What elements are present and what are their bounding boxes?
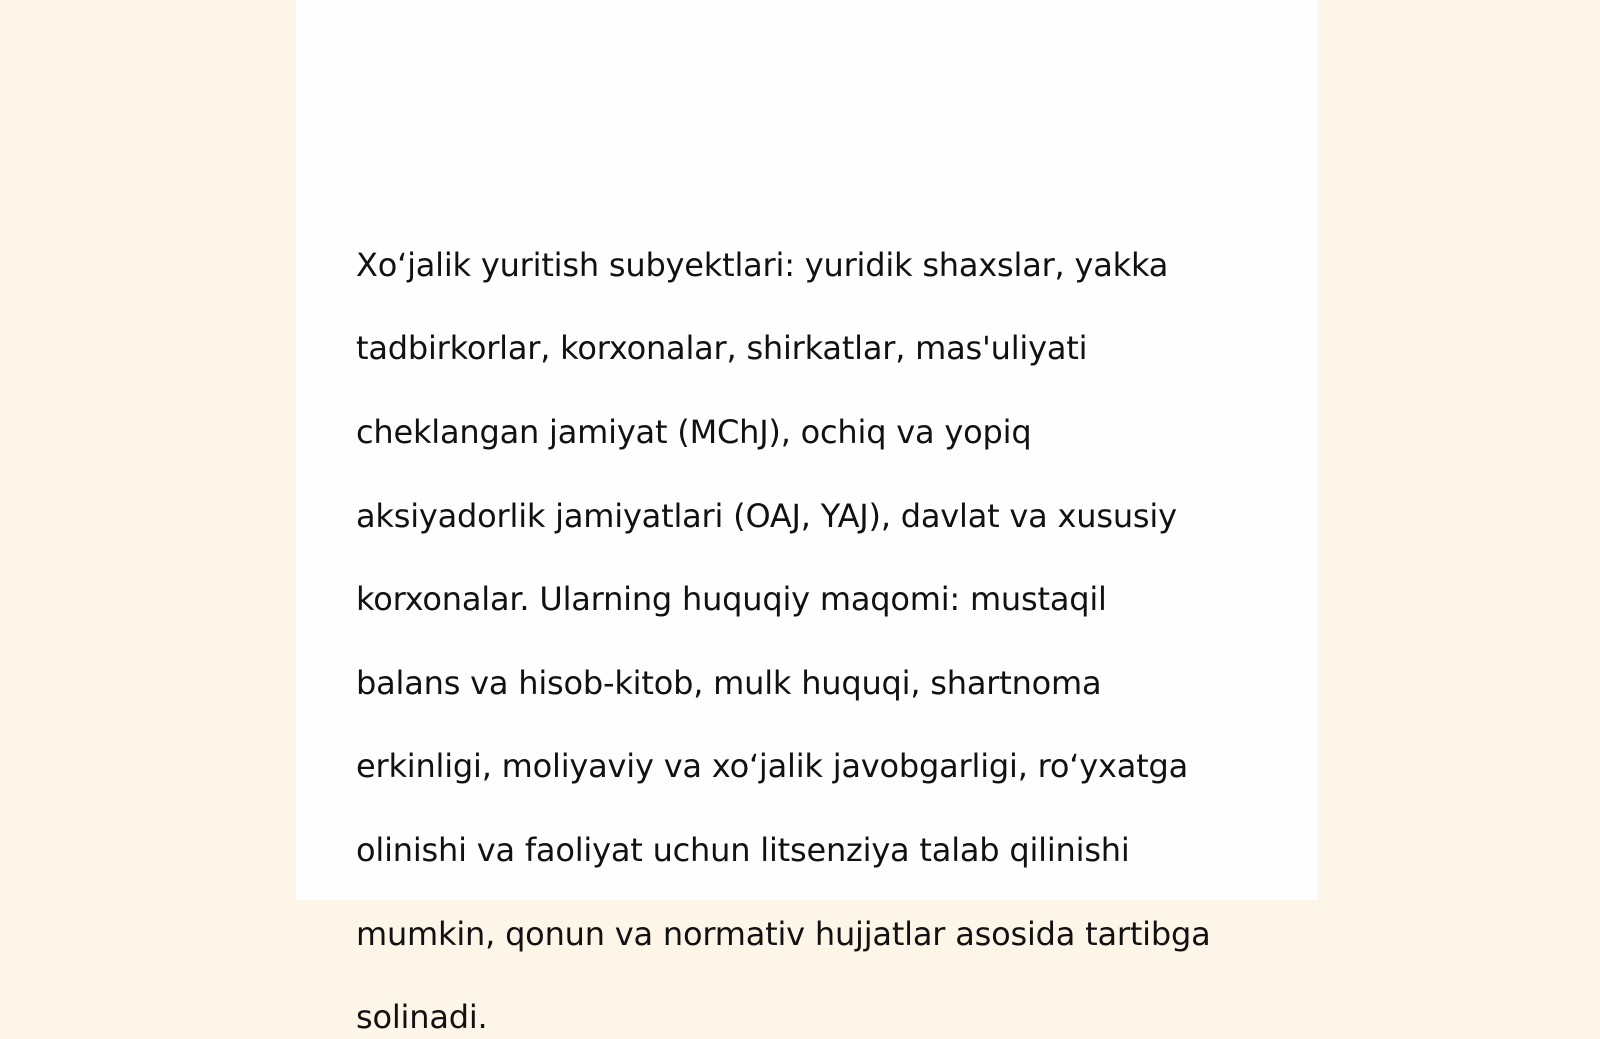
paragraph-line: korxonalar. Ularning huquqiy maqomi: mustaqil: [356, 580, 1107, 619]
paragraph-line: Xo‘jalik yuritish subyektlari: yuridik shaxslar, yakka: [356, 245, 1169, 284]
paragraph-line: balans va hisob-kitob, mulk huquqi, shartnoma: [356, 663, 1102, 702]
paragraph-line: tadbirkorlar, korxonalar, shirkatlar, mas'uliyati: [356, 329, 1088, 368]
body-paragraph: [356, 203, 1256, 1039]
paragraph-line: mumkin, qonun va normativ hujjatlar asosida tartibga: [356, 914, 1211, 953]
paragraph-line: erkinligi, moliyaviy va xo‘jalik javobgarligi, ro‘yxatga: [356, 747, 1188, 786]
paragraph-line: olinishi va faoliyat uchun litsenziya talab qilinishi: [356, 830, 1130, 869]
paragraph-line: solinadi.: [356, 998, 488, 1037]
paragraph-line: cheklangan jamiyat (MChJ), ochiq va yopiq: [356, 412, 1032, 451]
paragraph-line: aksiyadorlik jamiyatlari (OAJ, YAJ), davlat va xususiy: [356, 496, 1177, 535]
content-panel: [296, 0, 1318, 1037]
